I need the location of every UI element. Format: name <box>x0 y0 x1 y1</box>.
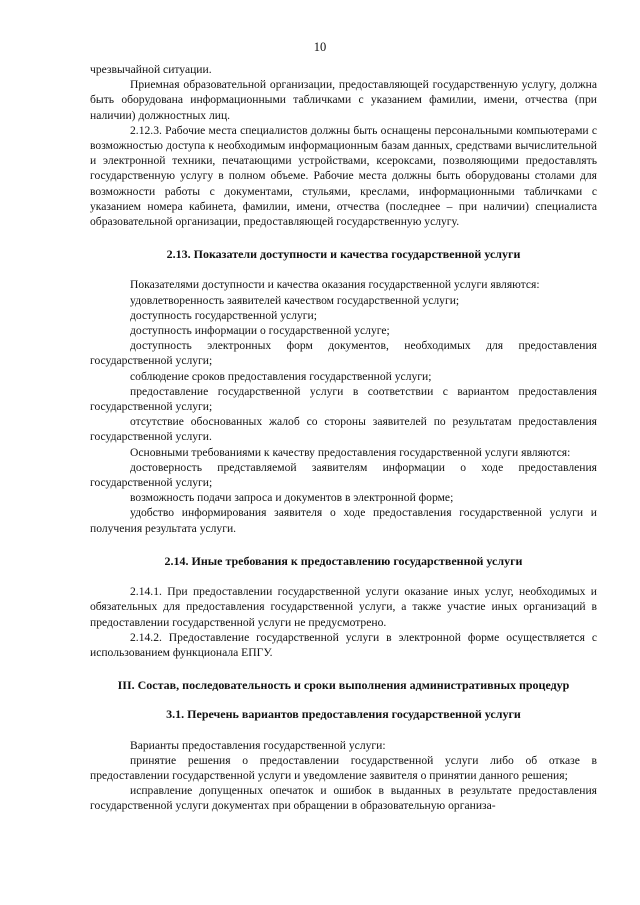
paragraph: соблюдение сроков предоставления государственной услуги; <box>130 369 432 383</box>
paragraph: доступность электронных форм документов, необходимых для предоставления государственной услуги; <box>90 339 597 368</box>
paragraph: удобство информирования заявителя о ходе предоставления государственной услуги и получения результата услуги. <box>90 506 597 535</box>
paragraph: 2.12.3. Рабочие места специалистов должны быть оснащены персональными компьютерами с возможностью доступа к необходимым информационным базам данных, средствами вычислительной и электронной техники, печатающими устройствами, ксероксами, позволяющими предоставлять государственную услугу в полном объеме. Рабочие места должны быть оборудованы столами для возможности работы с документами, стульями, креслами, информационными табличками с указанием номера кабинета, фамилии, имени, отчества (последнее – при наличии) специалиста образовательной организации, предоставляющей государственную услугу. <box>90 123 597 229</box>
paragraph: принятие решения о предоставлении государственной услуги либо об отказе в предоставлении государственной услуги и уведомление заявителя о принятии данного решения; <box>90 753 597 782</box>
paragraph: доступность информации о государственной услуге; <box>130 324 390 338</box>
paragraph: удовлетворенность заявителей качеством государственной услуги; <box>130 293 460 307</box>
paragraph: Варианты предоставления государственной услуги: <box>130 738 386 752</box>
paragraph: 2.14.1. При предоставлении государственной услуги оказание иных услуг, необходимых и обязательных для предоставления государственной услуги, а также участие иных организаций в предоставлении государственной услуги не предусмотрено. <box>90 585 597 629</box>
section-heading: 2.13. Показатели доступности и качества государственной услуги <box>166 247 521 262</box>
section-heading: 2.14. Иные требования к предоставлению государственной услуги <box>164 553 523 568</box>
section-heading: III. Состав, последовательность и сроки выполнения административных процедур <box>117 678 570 693</box>
paragraph: отсутствие обоснованных жалоб со стороны заявителей по результатам предоставления государственной услуги. <box>90 415 597 444</box>
paragraph: Приемная образовательной организации, предоставляющей государственную услугу, должна быть оборудована информационными табличками с указанием фамилии, имени, отчества (при наличии) должностных лиц. <box>90 78 597 122</box>
paragraph: Показателями доступности и качества оказания государственной услуги являются: <box>130 278 540 292</box>
paragraph: достоверность представляемой заявителям информации о ходе предоставления государственной услуги; <box>90 460 597 490</box>
paragraph: 2.14.2. Предоставление государственной услуги в электронной форме осуществляется с использованием функционала ЕПГУ. <box>90 630 597 659</box>
paragraph: чрезвычайной ситуации. <box>90 63 212 76</box>
page-number: 10 <box>313 40 327 54</box>
paragraph: доступность государственной услуги; <box>130 308 317 322</box>
section-heading: 3.1. Перечень вариантов предоставления государственной услуги <box>166 707 521 722</box>
paragraph: возможность подачи запроса и документов в электронной форме; <box>130 491 454 505</box>
paragraph: предоставление государственной услуги в соответствии с вариантом предоставления государственной услуги; <box>90 384 597 414</box>
paragraph: Основными требованиями к качеству предоставления государственной услуги являются: <box>130 445 571 459</box>
document-body <box>90 62 597 814</box>
paragraph: исправление допущенных опечаток и ошибок в выданных в результате предоставления государственной услуги документах при обращении в образовательную организа- <box>90 784 597 813</box>
